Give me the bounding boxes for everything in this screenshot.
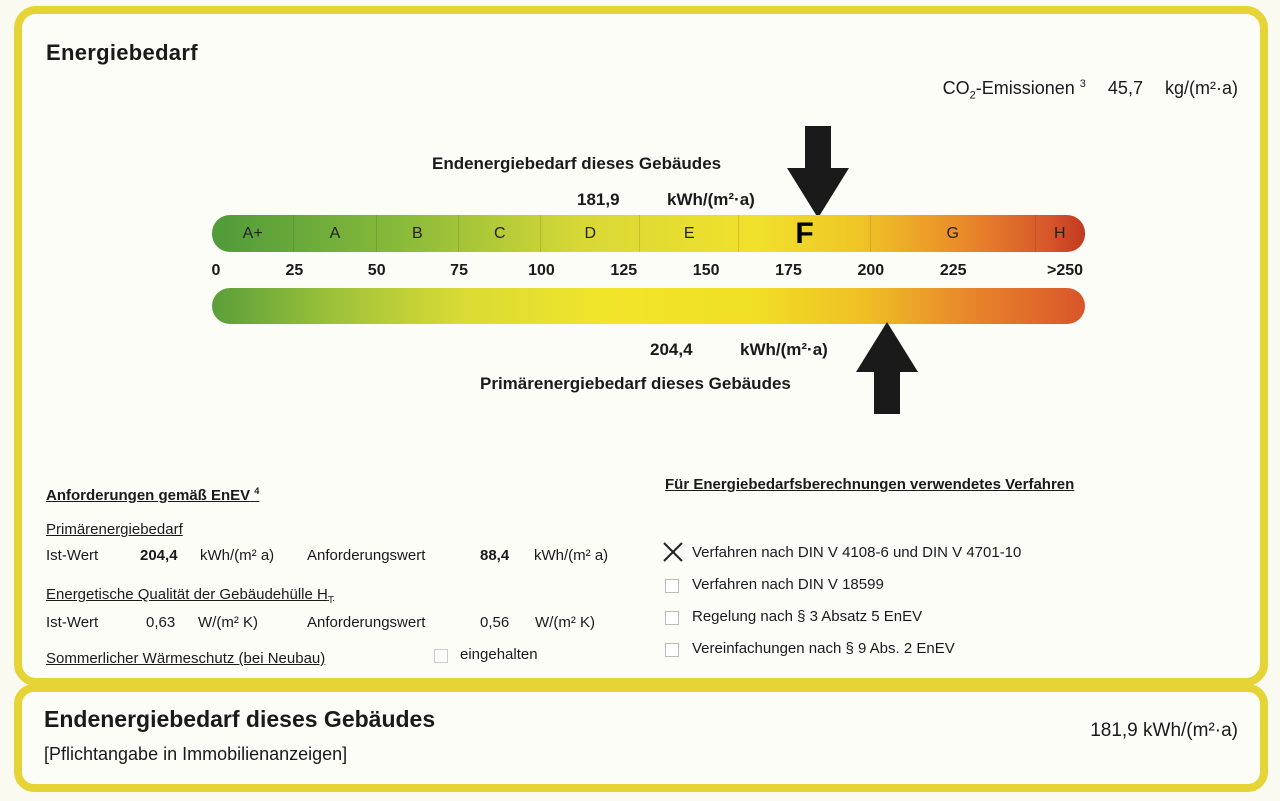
scale-tick: 225 [939,262,967,279]
primary-energy-scale [212,288,1085,324]
co2-unit: kg/(m²·a) [1165,78,1238,98]
hull-anf-unit: W/(m² K) [535,614,595,631]
primary-ist-label: Ist-Wert [46,547,99,564]
co2-footnote: 3 [1079,78,1086,90]
summary-title: Endenergiebedarf dieses Gebäudes [44,706,436,732]
scale-tick: 125 [610,262,638,279]
energy-class-g: G [871,215,1036,252]
method-checkbox-din-4108[interactable] [665,544,679,558]
energy-class-a-plus: A+ [212,215,294,252]
scale-tick: 100 [528,262,555,279]
method-checkbox-vereinfachungen[interactable] [665,643,679,657]
scale-tick: 0 [211,262,221,279]
method-label-vereinfachungen: Vereinfachungen nach § 9 Abs. 2 EnEV [692,640,955,657]
co2-emissions [943,78,1238,102]
summary-value: 181,9 kWh/(m²·a) [1090,720,1238,741]
summer-checkbox[interactable] [434,649,448,663]
hull-quality-title: Energetische Qualität der Gebäudehülle $H_T$ [46,586,334,606]
summary-subtitle: [Pflichtangabe in Immobilienanzeigen] [44,744,348,764]
endenergie-value: 181,9 [577,190,620,209]
endenergie-arrow-icon [787,126,849,218]
energy-demand-card [14,6,1268,686]
scale-tick: 175 [775,262,802,279]
co2-label: $CO_2$-Emissionen [942,78,1075,102]
hull-anf-value: 0,56 [480,614,510,631]
hull-ist-unit: W/(m² K) [198,614,258,631]
primary-anf-value: 88,4 [480,547,510,564]
method-label-din-4108: Verfahren nach DIN V 4108-6 und DIN V 4701-10 [692,544,1022,561]
co2-value: 45,7 [1107,78,1143,98]
methods-title: Für Energiebedarfsberechnungen verwendetes Verfahren [665,476,1075,493]
primaerenergie-unit: kWh/(m²·a) [740,340,828,359]
primary-energy-title: Primärenergiebedarf [46,521,183,538]
summary-card [14,684,1268,792]
summer-protection-title: Sommerlicher Wärmeschutz (bei Neubau) [46,650,326,667]
primary-anf-label: Anforderungswert [307,547,426,564]
card-title: Energiebedarf [46,40,198,65]
scale-tick: >250 [1046,262,1084,279]
primaerenergie-label: Primärenergiebedarf dieses Gebäudes [480,374,791,393]
primaerenergie-arrow-icon [856,322,918,414]
energy-class-e: E [640,215,739,252]
method-label-regelung: Regelung nach § 3 Absatz 5 EnEV [692,608,923,625]
endenergie-label: Endenergiebedarf dieses Gebäudes [432,154,722,173]
energy-class-c: C [459,215,541,252]
energy-class-a: A [294,215,376,252]
scale-tick: 150 [692,262,720,279]
method-checkbox-din-18599[interactable] [665,579,679,593]
energy-class-f: F [739,215,871,252]
cross-check-icon [662,541,684,563]
method-label-din-18599: Verfahren nach DIN V 18599 [692,576,884,593]
scale-tick: 50 [367,262,386,279]
requirements-title: Anforderungen gemäß EnEV $^4$ [46,486,260,504]
primary-ist-unit: kWh/(m² a) [200,547,275,564]
primary-anf-unit: kWh/(m² a) [534,547,609,564]
hull-ist-value: 0,63 [146,614,176,631]
primary-ist-value: 204,4 [140,547,178,564]
hull-anf-label: Anforderungswert [307,614,426,631]
summer-checkbox-label: eingehalten [460,646,538,663]
primaerenergie-value: 204,4 [650,340,693,359]
method-checkbox-regelung[interactable] [665,611,679,625]
scale-tick: 75 [450,262,468,279]
endenergie-unit: kWh/(m²·a) [667,190,755,209]
energy-class-d: D [541,215,640,252]
energy-class-scale [212,215,1085,252]
energy-class-h: H [1036,215,1085,252]
hull-ist-label: Ist-Wert [46,614,99,631]
scale-tick: 25 [285,262,304,279]
scale-tick: 200 [857,262,885,279]
energy-class-b: B [377,215,459,252]
